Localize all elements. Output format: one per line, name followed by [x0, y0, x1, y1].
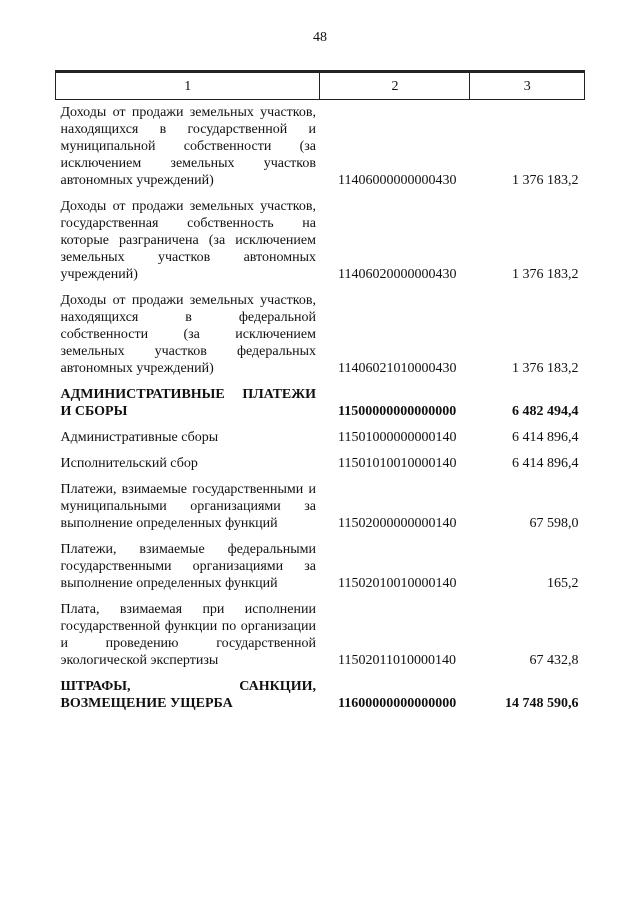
- table-row: [56, 100, 585, 190]
- row-name: АДМИНИСТРАТИВНЫЕ ПЛАТЕЖИ И СБОРЫ: [60, 387, 316, 419]
- row-code: 11502011010000140: [337, 653, 456, 668]
- table-row: [56, 189, 585, 283]
- row-name: Плата, взимаемая при исполнении государственной функции по организации и проведению государственной экологической экспертизы: [60, 602, 316, 668]
- row-amount: 67 598,0: [529, 516, 579, 531]
- row-name: ШТРАФЫ, САНКЦИИ, ВОЗМЕЩЕНИЕ УЩЕРБА: [60, 679, 316, 711]
- row-code: 11406020000000430: [337, 267, 457, 282]
- row-name: Административные сборы: [60, 430, 219, 445]
- table-row: [56, 283, 585, 377]
- table-row: [56, 669, 585, 712]
- table-row: [56, 472, 585, 532]
- table-header: [56, 72, 585, 100]
- table-row: [56, 592, 585, 669]
- header-col-1: 1: [56, 72, 320, 100]
- revenue-table: [55, 70, 585, 712]
- page-number: 48: [313, 30, 327, 45]
- row-code: 11501000000000140: [337, 430, 457, 445]
- table-body: [56, 100, 585, 713]
- row-amount: 14 748 590,6: [505, 696, 579, 711]
- table-row: [56, 377, 585, 420]
- row-amount: 6 414 896,4: [512, 456, 579, 471]
- row-amount: 67 432,8: [529, 653, 579, 668]
- row-amount: 1 376 183,2: [512, 361, 579, 376]
- row-code: 11406021010000430: [337, 361, 457, 376]
- row-name: Доходы от продажи земельных участков, находящихся в государственной и муниципальной собственности (за исключением земельных участков автономных учреждений): [60, 105, 316, 188]
- row-amount: 1 376 183,2: [512, 267, 579, 282]
- row-name: Платежи, взимаемые федеральными государственными организациями за выполнение определенных функций: [60, 542, 316, 591]
- row-code: 11502000000000140: [337, 516, 457, 531]
- row-amount: 6 414 896,4: [512, 430, 579, 445]
- row-amount: 6 482 494,4: [512, 404, 579, 419]
- table-row: [56, 532, 585, 592]
- row-amount: 1 376 183,2: [512, 173, 579, 188]
- row-code: 11502010010000140: [337, 576, 457, 591]
- header-col-3: 3: [470, 72, 585, 100]
- table-row: [56, 420, 585, 446]
- row-name: Исполнительский сбор: [60, 456, 198, 471]
- row-name: Доходы от продажи земельных участков, находящихся в федеральной собственности (за исключением земельных участков федеральных автономных учреждений): [60, 293, 316, 376]
- table-row: [56, 446, 585, 472]
- row-code: 11501010010000140: [337, 456, 457, 471]
- header-col-2: 2: [320, 72, 470, 100]
- row-name: Платежи, взимаемые государственными и муниципальными организациями за выполнение определенных функций: [60, 482, 316, 531]
- row-amount: 165,2: [547, 576, 579, 591]
- row-code: 11500000000000000: [337, 404, 457, 419]
- row-name: Доходы от продажи земельных участков, государственная собственность на которые разграничена (за исключением земельных участков автономных учреждений): [60, 199, 316, 282]
- row-code: 11600000000000000: [337, 696, 457, 711]
- row-code: 11406000000000430: [337, 173, 457, 188]
